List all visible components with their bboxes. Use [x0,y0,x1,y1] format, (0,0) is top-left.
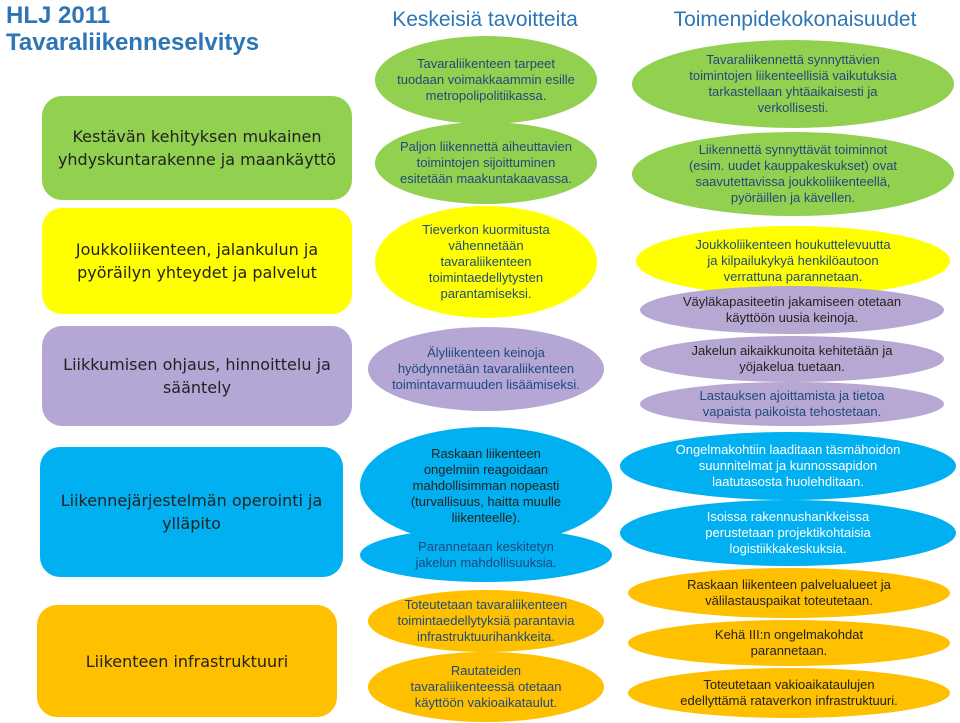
goals-header: Keskeisiä tavoitteita [392,8,578,31]
theme-mobility-management: Liikkumisen ohjaus, hinnoittelu ja sääntely [42,326,352,426]
goal-ellipse: Toteutetaan tavaraliikenteen toimintaedellytyksiä parantavia infrastruktuurihankkeita. [368,590,604,652]
goal-ellipse: Raskaan liikenteen ongelmiin reagoidaan mahdollisimman nopeasti (turvallisuus, haitta muulle liikenteelle). [360,427,612,545]
goal-ellipse: Paljon liikennettä aiheuttavien toimintojen sijoittuminen esitetään maakuntakaavassa. [375,122,597,204]
action-ellipse: Joukkoliikenteen houkuttelevuutta ja kilpailukykyä henkilöautoon verrattuna parannetaan. [636,226,950,296]
theme-public-transport: Joukkoliikenteen, jalankulun ja pyöräilyn yhteydet ja palvelut [42,208,352,314]
action-ellipse: Jakelun aikaikkunoita kehitetään ja yöjakelua tuetaan. [640,336,944,382]
action-ellipse: Lastauksen ajoittamista ja tietoa vapaista paikoista tehostetaan. [640,382,944,426]
action-ellipse: Isoissa rakennushankkeissa perustetaan projektikohtaisia logistiikkakeskuksia. [620,500,956,566]
goal-ellipse: Rautateiden tavaraliikenteessä otetaan käyttöön vakioaikataulut. [368,652,604,722]
action-ellipse: Kehä III:n ongelmakohdat parannetaan. [628,620,950,666]
title-line-1: HLJ 2011 [6,2,111,29]
action-ellipse: Toteutetaan vakioaikataulujen edellyttämä rataverkon infrastruktuuri. [628,668,950,718]
goal-ellipse: Älyliikenteen keinoja hyödynnetään tavaraliikenteen toimintavarmuuden lisäämiseksi. [368,327,604,411]
action-ellipse: Tavaraliikennettä synnyttävien toimintojen liikenteellisiä vaikutuksia tarkastellaan yhtäaikaisesti ja verkollisesti. [632,40,954,128]
action-ellipse: Liikennettä synnyttävät toiminnot (esim. uudet kauppakeskukset) ovat saavutettavissa joukkoliikenteellä, pyöräillen ja kävellen. [632,132,954,216]
theme-operation-maintenance: Liikennejärjestelmän operointi ja ylläpito [40,447,343,577]
actions-header: Toimenpidekokonaisuudet [673,8,917,31]
page-title [6,2,259,56]
theme-land-use: Kestävän kehityksen mukainen yhdyskuntarakenne ja maankäyttö [42,96,352,200]
action-ellipse: Ongelmakohtiin laaditaan täsmähoidon suunnitelmat ja kunnossapidon laatutasosta huolehditaan. [620,432,956,500]
action-ellipse: Raskaan liikenteen palvelualueet ja välilastauspaikat toteutetaan. [628,568,950,618]
goal-ellipse: Tieverkon kuormitusta vähennetään tavaraliikenteen toimintaedellytysten parantamiseksi. [375,206,597,318]
goal-ellipse: Tavaraliikenteen tarpeet tuodaan voimakkaammin esille metropolipolitiikassa. [375,36,597,124]
action-ellipse: Väyläkapasiteetin jakamiseen otetaan käyttöön uusia keinoja. [640,286,944,334]
title-line-2: Tavaraliikenneselvitys [6,29,260,56]
theme-infrastructure: Liikenteen infrastruktuuri [37,605,337,717]
goal-ellipse: Parannetaan keskitetyn jakelun mahdollisuuksia. [360,528,612,582]
